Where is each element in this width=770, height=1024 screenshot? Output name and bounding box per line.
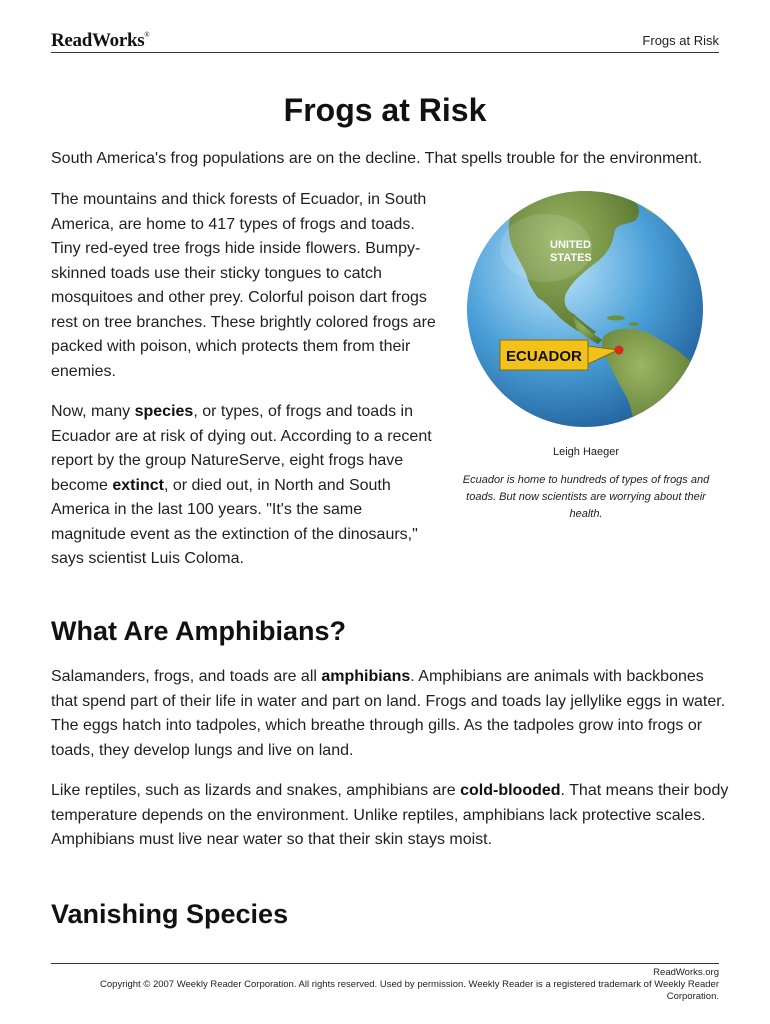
paragraph-ecuador-frogs: The mountains and thick forests of Ecuador, in South America, are home to 417 types of frogs and toads. Tiny red-eyed tree frogs hide inside flowers. Bumpy-skinned toads use their sticky tongues to catch mosquitoes and other prey. Colorful poison dart frogs rest on tree branches. These brightly colored frogs are packed with poison, which protects them from their enemies.	[51, 191, 436, 380]
term-extinct: extinct	[112, 476, 164, 494]
article-title: Frogs at Risk	[283, 92, 487, 128]
paragraph-species-risk: Now, many species, or types, of frogs and toads in Ecuador are at risk of dying out. According to a recent report by the group NatureServe, eight frogs have become extinct, or died out, in North and South America in the last 100 years. "It's the same magnitude event as the extinction of the dinosaurs," says scientist Luis Coloma.	[51, 403, 432, 567]
label-united-states-line2: STATES	[550, 252, 592, 264]
article-intro: South America's frog populations are on the decline. That spells trouble for the environment.	[51, 150, 703, 167]
footer-site-link[interactable]: ReadWorks.org	[653, 967, 719, 978]
paragraph-cold-blooded: Like reptiles, such as lizards and snakes, amphibians are cold-blooded. That means their body temperature depends on the environment. Unlike reptiles, amphibians lack protective scales. Amphibians must live near water so that their skin stays moist.	[51, 782, 729, 848]
label-united-states: UNITED	[550, 239, 591, 251]
heading-vanishing-species: Vanishing Species	[51, 899, 289, 929]
section-amphibians-body	[51, 665, 731, 853]
page-footer	[51, 963, 719, 1003]
ecuador-marker	[615, 346, 624, 355]
paragraph-amphibians-definition: Salamanders, frogs, and toads are all amphibians. Amphibians are animals with backbones that spend part of their life in water and part on land. Frogs and toads lay jellylike eggs in water. The eggs hatch into tadpoles, which breathe through gills. As the tadpoles grow into frogs or toads, they develop lungs and live on land.	[51, 668, 726, 759]
globe-illustration	[466, 186, 704, 432]
readworks-logo[interactable]: ReadWorks®	[51, 30, 150, 51]
article-body-left	[51, 188, 436, 572]
image-caption: Ecuador is home to hundreds of types of frogs and toads. But now scientists are worrying about their health.	[462, 474, 710, 520]
term-cold-blooded: cold-blooded	[460, 782, 561, 799]
heading-what-are-amphibians: What Are Amphibians?	[51, 616, 347, 646]
header-title: Frogs at Risk	[642, 33, 719, 48]
page-header	[51, 28, 719, 53]
globe-map-image	[466, 186, 704, 432]
term-species: species	[134, 403, 194, 420]
label-ecuador: ECUADOR	[506, 348, 582, 365]
term-amphibians: amphibians	[321, 668, 411, 685]
footer-copyright: Copyright © 2007 Weekly Reader Corporation. All rights reserved. Used by permission. Weekly Reader is a registered trademark of Weekly Reader Corporation.	[100, 979, 719, 1002]
image-credit: Leigh Haeger	[552, 446, 620, 458]
